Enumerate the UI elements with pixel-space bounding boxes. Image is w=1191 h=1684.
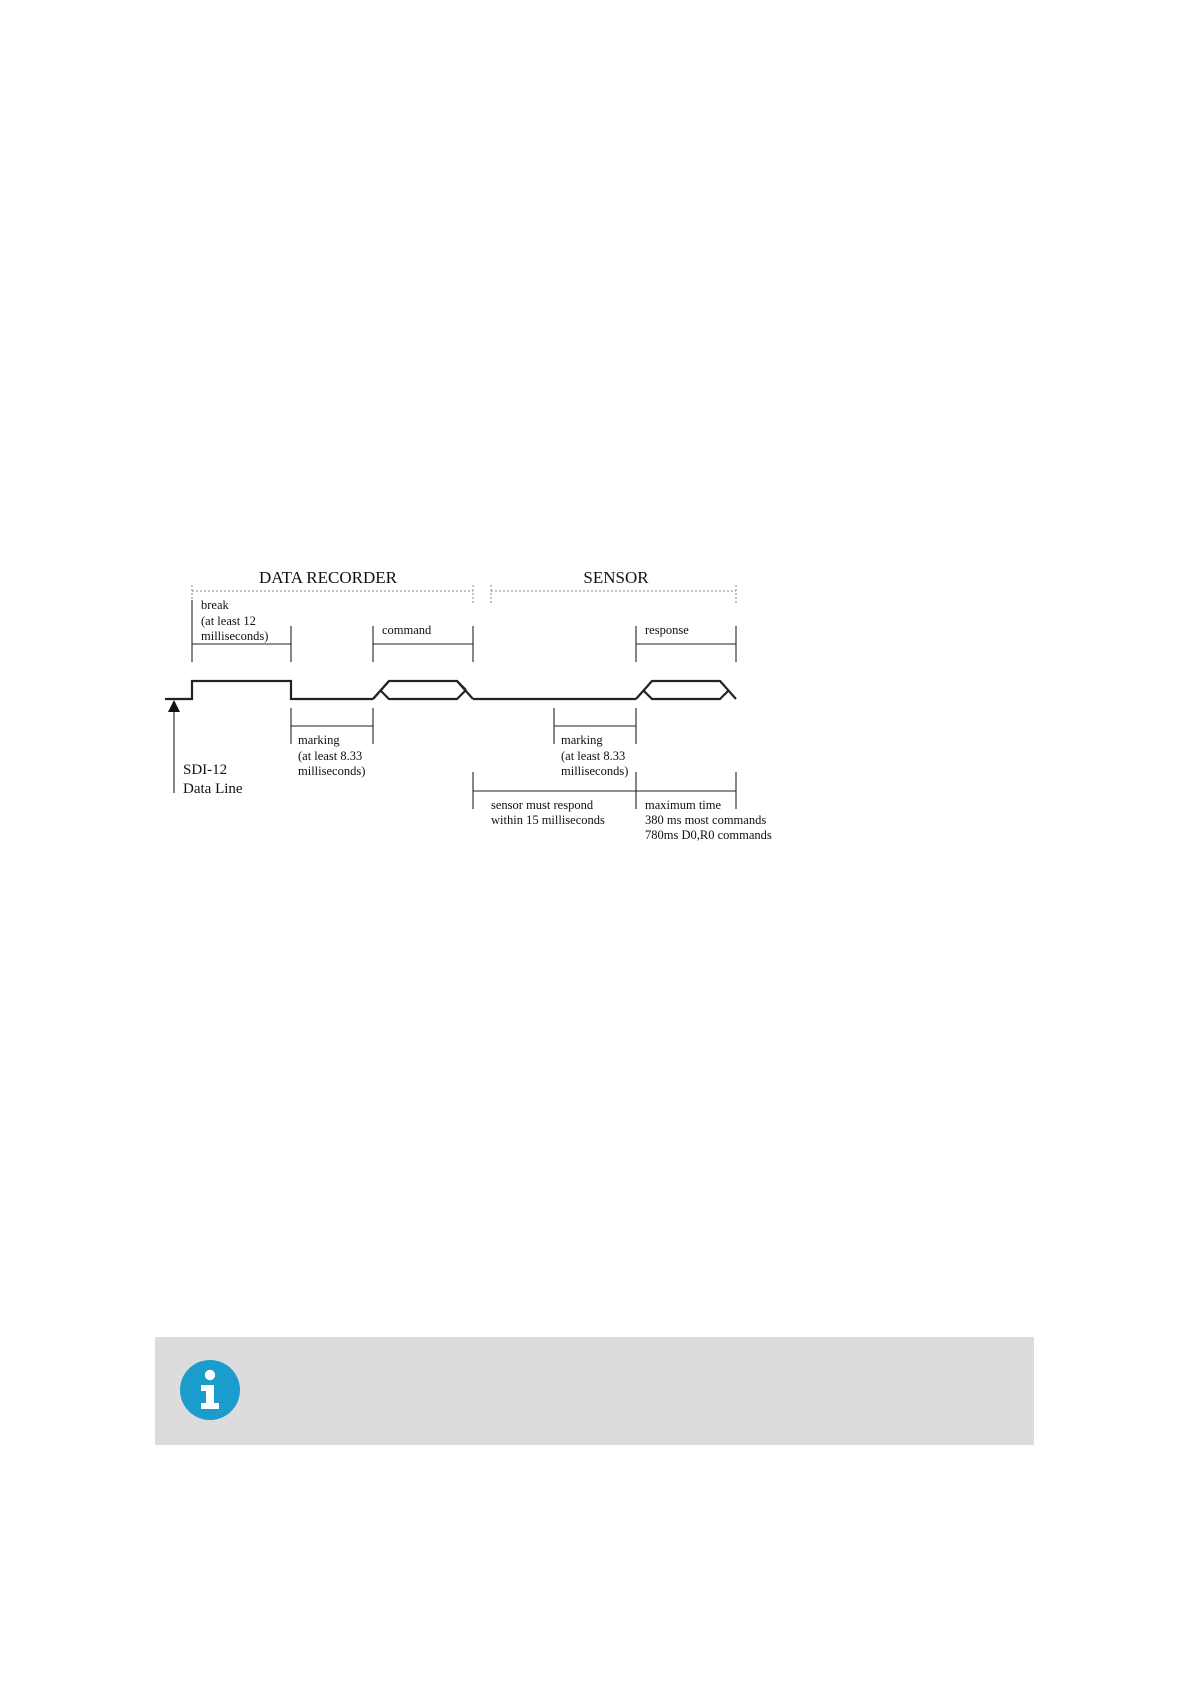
break-label-1: break — [201, 598, 229, 612]
marking-right-label-1: marking — [561, 733, 603, 747]
max-time-label-1: maximum time — [645, 798, 722, 812]
sensor-header: SENSOR — [583, 568, 649, 587]
data-line-arrow — [168, 700, 180, 793]
command-label: command — [382, 623, 432, 637]
data-recorder-header: DATA RECORDER — [259, 568, 397, 587]
data-line-label-2: Data Line — [183, 781, 243, 797]
info-icon — [179, 1359, 241, 1421]
sensor-bracket — [491, 585, 736, 605]
respond-label-1: sensor must respond — [491, 798, 594, 812]
max-time-label-2: 380 ms most commands — [645, 813, 767, 827]
marking-right-label-3: milliseconds) — [561, 764, 629, 778]
response-label: response — [645, 623, 689, 637]
break-label-3: milliseconds) — [201, 629, 269, 643]
marking-left-label-2: (at least 8.33 — [298, 749, 363, 763]
respond-label-2: within 15 milliseconds — [491, 813, 605, 827]
marking-left-label-3: milliseconds) — [298, 764, 366, 778]
info-note-box — [155, 1337, 1034, 1445]
signal-waveform — [165, 681, 736, 699]
marking-left-label-1: marking — [298, 733, 340, 747]
marking-right-label-2: (at least 8.33 — [561, 749, 626, 763]
break-label-2: (at least 12 — [201, 614, 256, 628]
max-time-label-3: 780ms D0,R0 commands — [645, 828, 772, 842]
data-recorder-bracket — [192, 585, 473, 605]
data-line-label-1: SDI-12 — [183, 762, 228, 778]
